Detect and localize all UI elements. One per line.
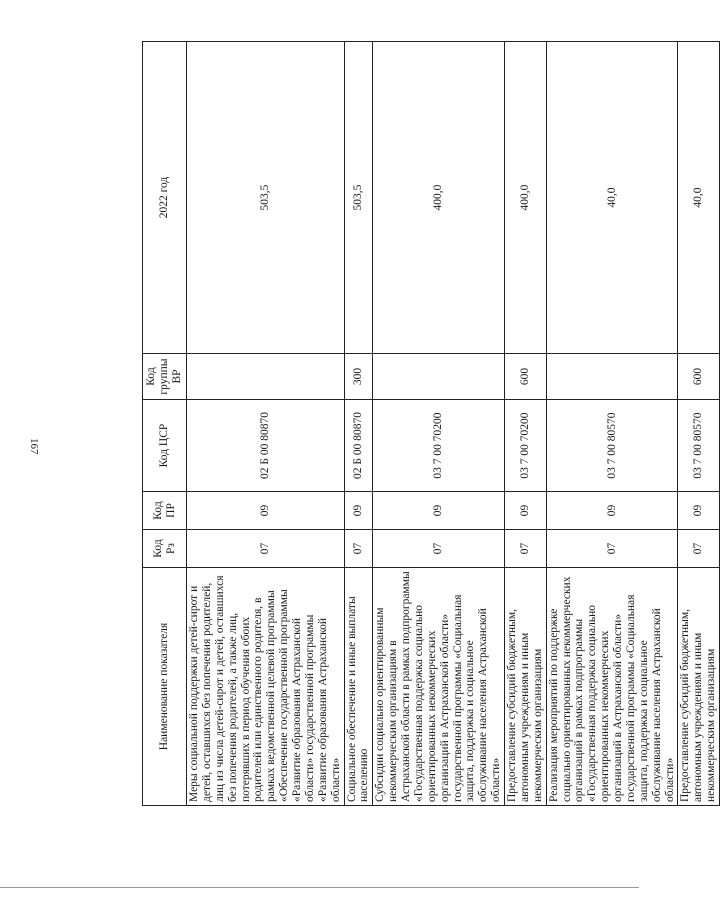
- row-vr: 300: [344, 354, 373, 400]
- row-rz: 07: [344, 530, 373, 568]
- row-csr: 03 7 00 70200: [505, 400, 547, 492]
- row-name: Реализация мероприятий по поддержке социально ориентированных некоммерческих организаций в рамках подпрограммы «Государственная поддержка социально ориентированных некоммерческих организаций в Астраханской области» государственной программы «Социальная защита, поддержка и социальное обслуживание населения Астраханской области»: [546, 568, 678, 806]
- row-rz: 07: [373, 530, 505, 568]
- row-rz: 07: [546, 530, 678, 568]
- row-value: 400,0: [373, 42, 505, 354]
- rotated-sheet: [142, 42, 718, 806]
- header-vr: Код группы ВР: [143, 354, 187, 400]
- row-rz: 07: [505, 530, 547, 568]
- row-csr: 03 7 00 70200: [373, 400, 505, 492]
- row-pr: 09: [505, 492, 547, 530]
- row-value: 400,0: [505, 42, 547, 354]
- row-name: Субсидии социально ориентированным некоммерческим организациям в Астраханской области в рамках подпрограммы «Государственная поддержка социально ориентированных некоммерческих организаций в Астраханской области» государственной программы «Социальная защита, поддержка и социальное обслуживание населения Астраханской области»: [373, 568, 505, 806]
- row-name: Социальное обеспечение и иные выплаты населению: [344, 568, 373, 806]
- row-csr: 03 7 00 80570: [678, 400, 720, 492]
- row-value: 40,0: [678, 42, 720, 354]
- table-row: [373, 42, 505, 806]
- table-row: [546, 42, 678, 806]
- row-value: 503,5: [187, 42, 345, 354]
- row-vr: 600: [678, 354, 720, 400]
- header-pr: Код ПР: [143, 492, 187, 530]
- row-csr: 02 Б 00 80870: [344, 400, 373, 492]
- row-csr: 02 Б 00 80870: [187, 400, 345, 492]
- row-pr: 09: [344, 492, 373, 530]
- table-row: [505, 42, 547, 806]
- table-header-row: [143, 42, 187, 806]
- page-number: 167: [28, 438, 40, 455]
- row-pr: 09: [678, 492, 720, 530]
- budget-table: [142, 41, 720, 806]
- header-rz: Код Рз: [143, 530, 187, 568]
- row-value: 40,0: [546, 42, 678, 354]
- row-value: 503,5: [344, 42, 373, 354]
- row-rz: 07: [678, 530, 720, 568]
- row-name: Предоставление субсидий бюджетным, автономным учреждениям и иным некоммерческим организациям: [678, 568, 720, 806]
- header-csr: Код ЦСР: [143, 400, 187, 492]
- row-pr: 09: [546, 492, 678, 530]
- table-row: [678, 42, 720, 806]
- row-name: Меры социальной поддержки детей-сирот и детей, оставшихся без попечения родителей, лиц из числа детей-сирот и детей, оставшихся без попечения родителей, а также лиц, потерявших в период обучения обоих родителей или единственного родителя, в рамках ведомственной целевой программы «Обеспечение государственной программы «Развитие образования Астраханской области» государственной программы «Развитие образования Астраханской области»: [187, 568, 345, 806]
- header-name: Наименование показателя: [143, 568, 187, 806]
- row-csr: 03 7 00 80570: [546, 400, 678, 492]
- page-bottom-rule: [0, 887, 639, 888]
- row-vr: [373, 354, 505, 400]
- row-rz: 07: [187, 530, 345, 568]
- table-row: [344, 42, 373, 806]
- row-vr: [546, 354, 678, 400]
- row-vr: [187, 354, 345, 400]
- row-pr: 09: [373, 492, 505, 530]
- row-pr: 09: [187, 492, 345, 530]
- row-name: Предоставление субсидий бюджетным, автономным учреждениям и иным некоммерческим организациям: [505, 568, 547, 806]
- row-vr: 600: [505, 354, 547, 400]
- table-row: [187, 42, 345, 806]
- header-year: 2022 год: [143, 42, 187, 354]
